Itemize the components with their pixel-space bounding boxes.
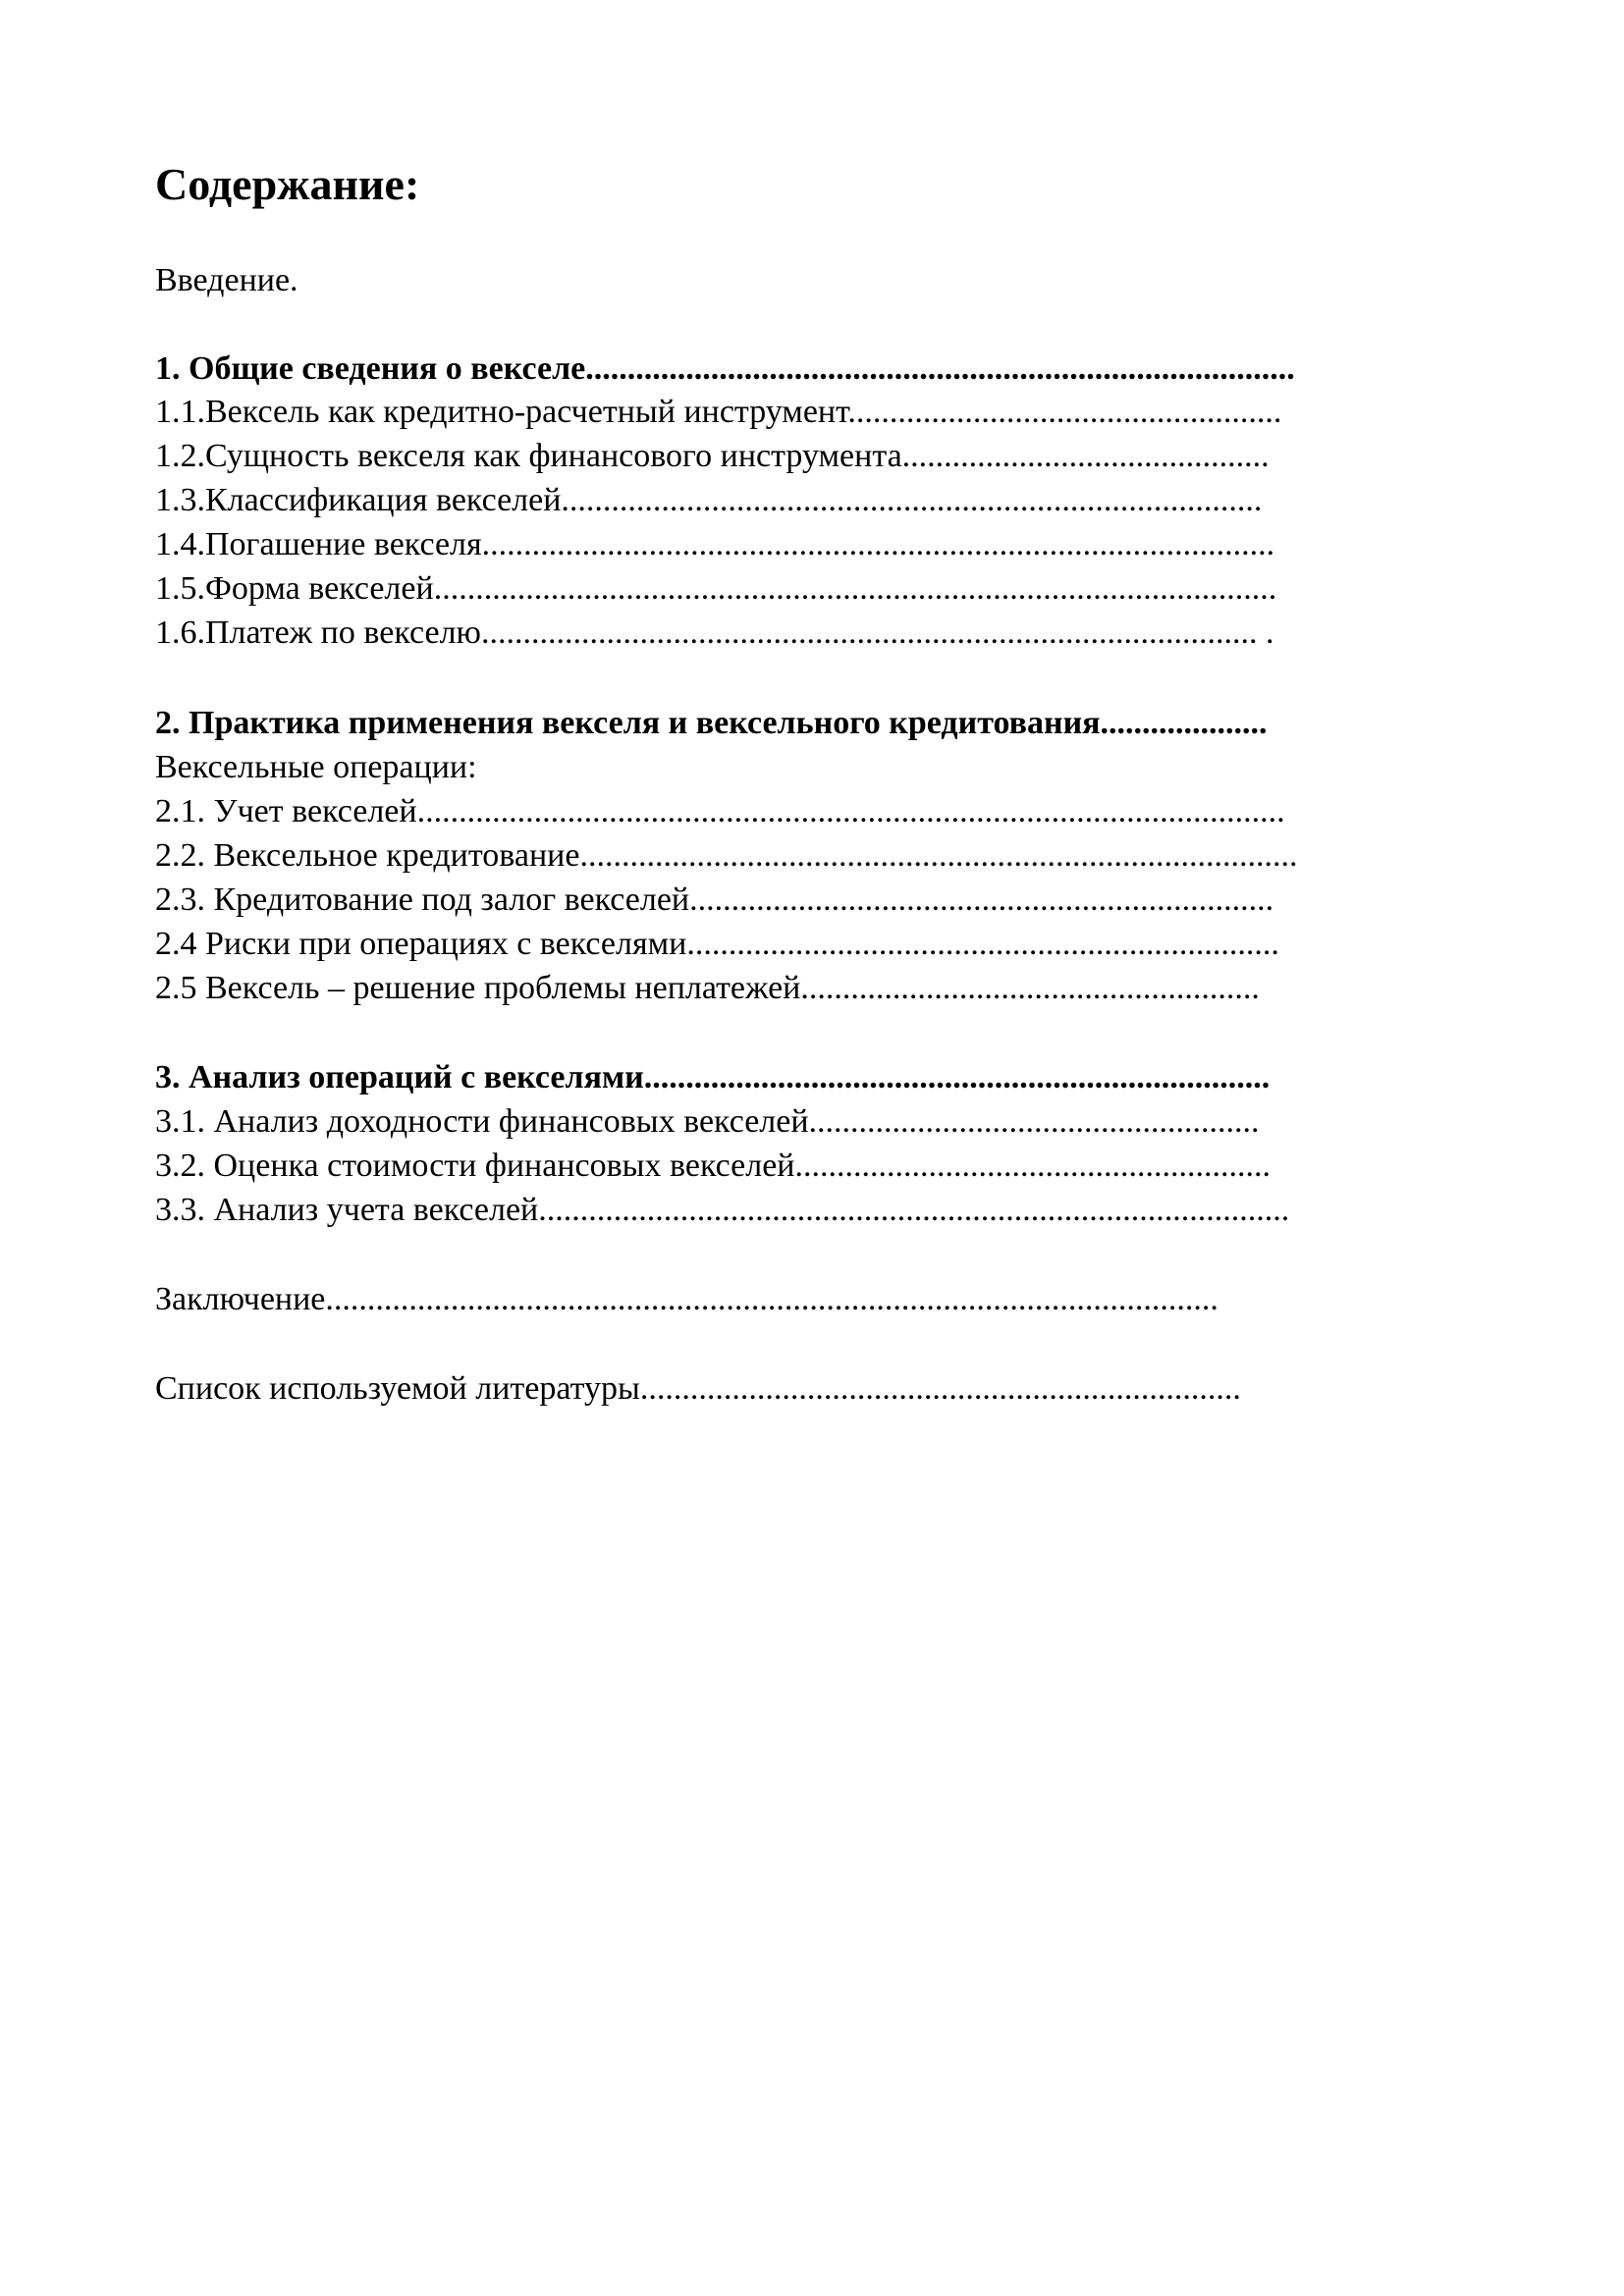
toc-conclusion: Заключение........................................................................................................... bbox=[155, 1281, 1218, 1317]
toc-item-1-4: 1.4.Погашение векселя............................................................................................... bbox=[155, 526, 1275, 562]
toc-item-2-1: 2.1. Учет векселей........................................................................................................ bbox=[155, 793, 1285, 829]
toc-item-1-6: 1.6.Платеж по векселю............................................................................................. . bbox=[155, 614, 1274, 651]
toc-item-3-3: 3.3. Анализ учета векселей.......................................................................................... bbox=[155, 1192, 1290, 1228]
toc-item-3-2: 3.2. Оценка стоимости финансовых векселей......................................................... bbox=[155, 1148, 1271, 1184]
toc-section-2-subheading: Вексельные операции: bbox=[155, 749, 477, 785]
toc-item-2-3: 2.3. Кредитование под залог векселей...................................................................... bbox=[155, 881, 1274, 918]
toc-section-2-heading: 2. Практика применения векселя и вексельного кредитования.................... bbox=[155, 705, 1268, 741]
toc-section-3-heading: 3. Анализ операций с векселями........................................................................... bbox=[155, 1059, 1271, 1095]
toc-item-1-1: 1.1.Вексель как кредитно-расчетный инструмент.................................................... bbox=[155, 394, 1282, 430]
toc-intro: Введение. bbox=[155, 262, 298, 298]
toc-references: Список используемой литературы........................................................................ bbox=[155, 1370, 1241, 1407]
toc-item-1-3: 1.3.Классификация векселей.................................................................................... bbox=[155, 482, 1263, 518]
toc-item-2-2: 2.2. Вексельное кредитование...................................................................................... bbox=[155, 837, 1298, 874]
toc-item-2-5: 2.5 Вексель – решение проблемы неплатежей....................................................... bbox=[155, 970, 1260, 1006]
toc-item-2-4: 2.4 Риски при операциях с векселями....................................................................... bbox=[155, 926, 1279, 962]
toc-item-1-2: 1.2.Сущность векселя как финансового инструмента............................................ bbox=[155, 438, 1270, 474]
toc-item-3-1: 3.1. Анализ доходности финансовых векселей...................................................... bbox=[155, 1103, 1260, 1140]
toc-title: Содержание: bbox=[155, 159, 420, 209]
toc-item-1-5: 1.5.Форма векселей..................................................................................................... bbox=[155, 570, 1277, 607]
toc-section-1-heading: 1. Общие сведения о векселе..................................................................................... bbox=[155, 350, 1295, 387]
